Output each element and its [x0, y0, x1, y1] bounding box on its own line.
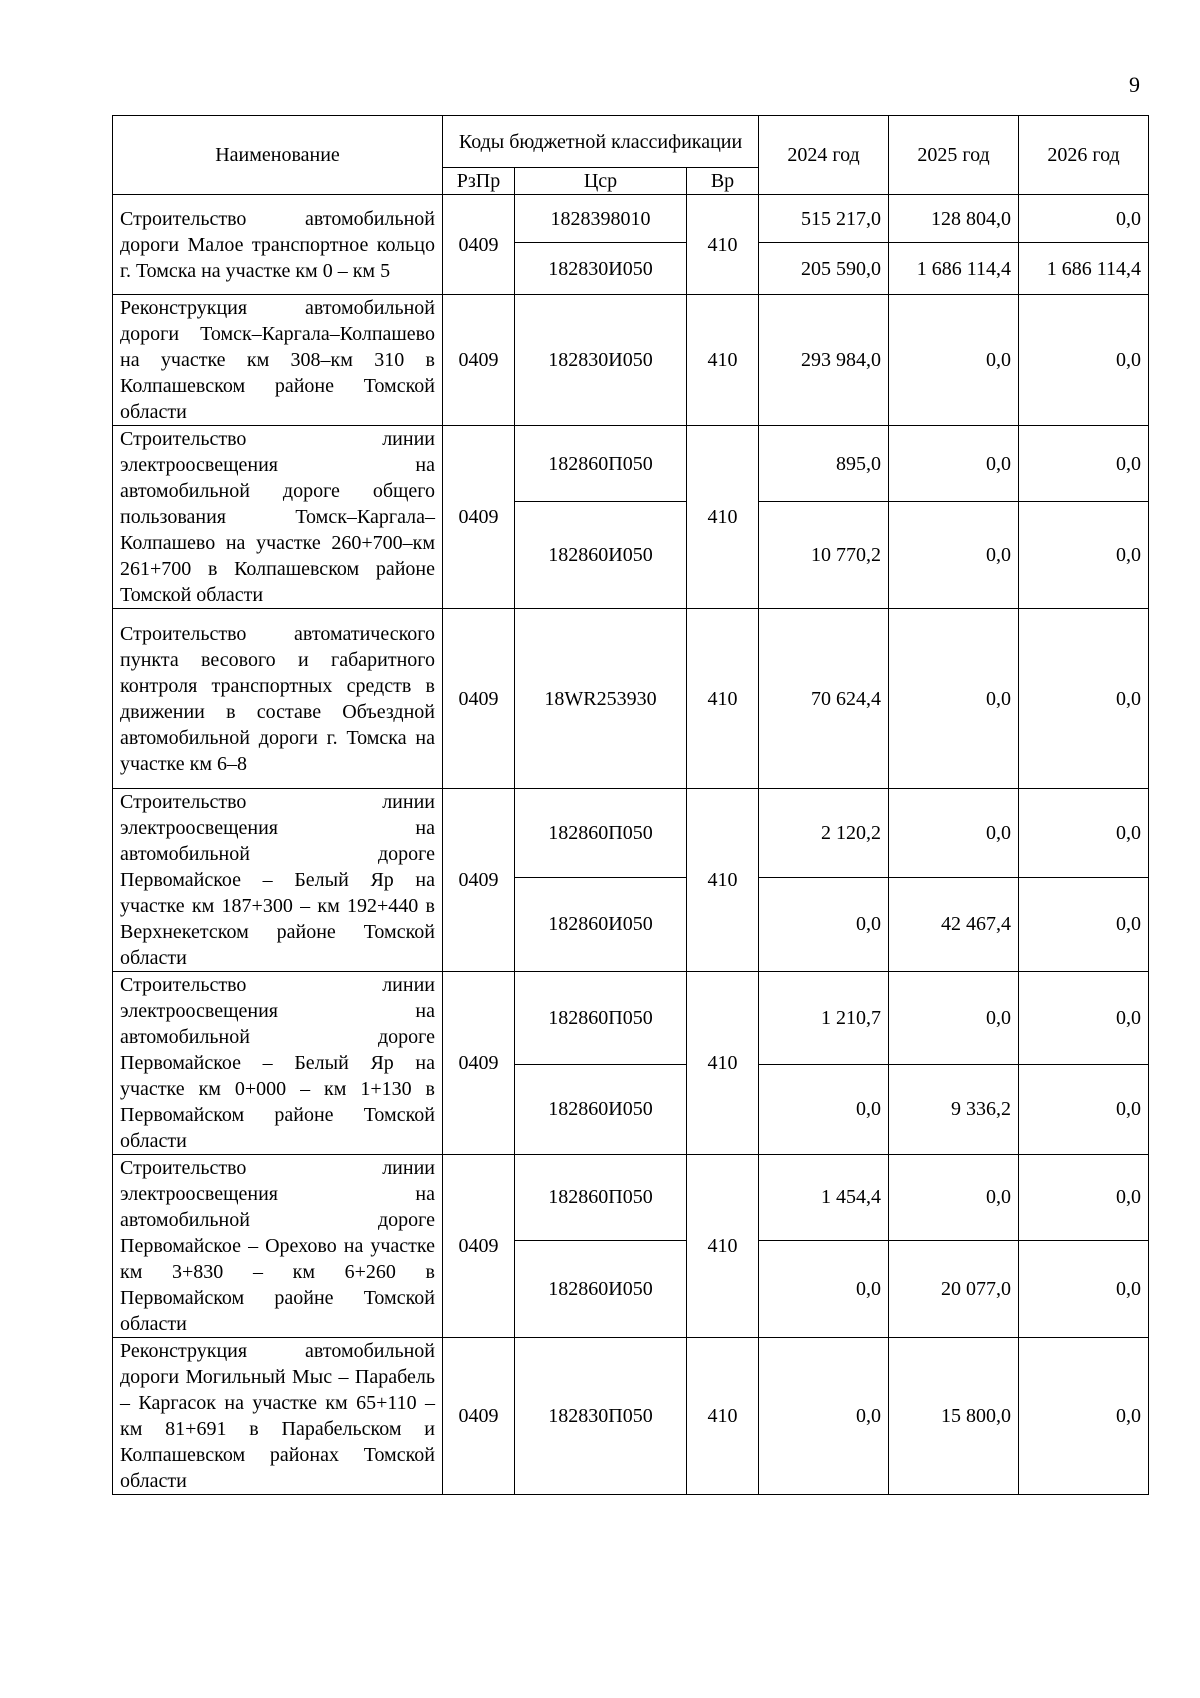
- cell-2024: 293 984,0: [759, 295, 889, 426]
- cell-2026: 0,0: [1019, 972, 1149, 1065]
- cell-vr: 410: [687, 295, 759, 426]
- cell-2024: 70 624,4: [759, 609, 889, 789]
- cell-2026: 0,0: [1019, 1338, 1149, 1495]
- cell-name: Строительство автоматического пункта весового и габаритного контроля транспортных средств в движении в составе Объездной автомобильной дороги г. Томска на участке км 6–8: [113, 609, 443, 789]
- table-row: [113, 789, 1149, 878]
- cell-csr: 182860П050: [515, 789, 687, 878]
- cell-rzpr: 0409: [443, 1155, 515, 1338]
- cell-2025: 0,0: [889, 295, 1019, 426]
- cell-csr: 182860И050: [515, 502, 687, 609]
- header-2024: 2024 год: [759, 116, 889, 195]
- cell-name: Строительство линии электроосвещения на автомобильной дороге Первомайское – Белый Яр на участке км 0+000 – км 1+130 в Первомайском районе Томской области: [113, 972, 443, 1155]
- cell-2025: 0,0: [889, 426, 1019, 502]
- cell-2025: 15 800,0: [889, 1338, 1019, 1495]
- table-row: [113, 972, 1149, 1065]
- cell-2026: 0,0: [1019, 195, 1149, 243]
- header-codes: Коды бюджетной классификации: [443, 116, 759, 168]
- cell-2024: 1 454,4: [759, 1155, 889, 1241]
- cell-2025: 42 467,4: [889, 877, 1019, 971]
- cell-csr: 182830П050: [515, 1338, 687, 1495]
- page-number: 9: [1129, 72, 1140, 97]
- cell-rzpr: 0409: [443, 1338, 515, 1495]
- cell-vr: 410: [687, 426, 759, 609]
- cell-2025: 0,0: [889, 502, 1019, 609]
- cell-csr: 182860И050: [515, 1240, 687, 1337]
- cell-name: Строительство автомобильной дороги Малое транспортное кольцо г. Томска на участке км 0 – км 5: [113, 195, 443, 295]
- cell-2024: 1 210,7: [759, 972, 889, 1065]
- cell-name: Реконструкция автомобильной дороги Могильный Мыс – Парабель – Каргасок на участке км 65+110 – км 81+691 в Парабельском и Колпашевском районах Томской области: [113, 1338, 443, 1495]
- cell-2024: 2 120,2: [759, 789, 889, 878]
- table-row: [113, 195, 1149, 243]
- cell-rzpr: 0409: [443, 295, 515, 426]
- table-row: [113, 609, 1149, 789]
- cell-csr: 182860П050: [515, 972, 687, 1065]
- cell-csr: 182860П050: [515, 1155, 687, 1241]
- cell-csr: 18WR253930: [515, 609, 687, 789]
- cell-2024: 0,0: [759, 1064, 889, 1155]
- cell-2025: 1 686 114,4: [889, 243, 1019, 295]
- cell-rzpr: 0409: [443, 789, 515, 972]
- cell-csr: 182860П050: [515, 426, 687, 502]
- cell-2026: 0,0: [1019, 1240, 1149, 1337]
- cell-vr: 410: [687, 1155, 759, 1338]
- table-row: [113, 295, 1149, 426]
- cell-vr: 410: [687, 789, 759, 972]
- header-csr: Цср: [515, 168, 687, 195]
- cell-vr: 410: [687, 972, 759, 1155]
- cell-csr: 182860И050: [515, 1064, 687, 1155]
- table-row: [113, 1155, 1149, 1241]
- cell-2026: 1 686 114,4: [1019, 243, 1149, 295]
- cell-2025: 9 336,2: [889, 1064, 1019, 1155]
- cell-vr: 410: [687, 195, 759, 295]
- cell-rzpr: 0409: [443, 609, 515, 789]
- cell-2024: 10 770,2: [759, 502, 889, 609]
- table-body: [113, 195, 1149, 1495]
- cell-2024: 895,0: [759, 426, 889, 502]
- header-rzpr: РзПр: [443, 168, 515, 195]
- header-2025: 2025 год: [889, 116, 1019, 195]
- cell-2026: 0,0: [1019, 789, 1149, 878]
- table-row: [113, 426, 1149, 502]
- cell-2026: 0,0: [1019, 1064, 1149, 1155]
- table-row: [113, 1338, 1149, 1495]
- cell-2026: 0,0: [1019, 877, 1149, 971]
- header-vr: Вр: [687, 168, 759, 195]
- cell-rzpr: 0409: [443, 426, 515, 609]
- cell-csr: 182830И050: [515, 243, 687, 295]
- cell-vr: 410: [687, 609, 759, 789]
- cell-vr: 410: [687, 1338, 759, 1495]
- cell-2026: 0,0: [1019, 295, 1149, 426]
- cell-csr: 182860И050: [515, 877, 687, 971]
- header-name: Наименование: [113, 116, 443, 195]
- cell-name: Строительство линии электроосвещения на автомобильной дороге общего пользования Томск–Каргала–Колпашево на участке 260+700–км 261+700 в Колпашевском районе Томской области: [113, 426, 443, 609]
- cell-csr: 182830И050: [515, 295, 687, 426]
- cell-2024: 0,0: [759, 1240, 889, 1337]
- cell-2025: 0,0: [889, 1155, 1019, 1241]
- cell-2026: 0,0: [1019, 1155, 1149, 1241]
- cell-rzpr: 0409: [443, 195, 515, 295]
- cell-2026: 0,0: [1019, 426, 1149, 502]
- cell-csr: 1828398010: [515, 195, 687, 243]
- cell-2025: 0,0: [889, 789, 1019, 878]
- cell-rzpr: 0409: [443, 972, 515, 1155]
- cell-2024: 0,0: [759, 877, 889, 971]
- cell-2025: 0,0: [889, 609, 1019, 789]
- table-header: [113, 116, 1149, 195]
- cell-2024: 0,0: [759, 1338, 889, 1495]
- cell-2026: 0,0: [1019, 502, 1149, 609]
- cell-2025: 0,0: [889, 972, 1019, 1065]
- header-2026: 2026 год: [1019, 116, 1149, 195]
- cell-name: Реконструкция автомобильной дороги Томск–Каргала–Колпашево на участке км 308–км 310 в Колпашевском районе Томской области: [113, 295, 443, 426]
- cell-2024: 515 217,0: [759, 195, 889, 243]
- cell-2026: 0,0: [1019, 609, 1149, 789]
- cell-2025: 20 077,0: [889, 1240, 1019, 1337]
- cell-name: Строительство линии электроосвещения на автомобильной дороге Первомайское – Белый Яр на участке км 187+300 – км 192+440 в Верхнекетском районе Томской области: [113, 789, 443, 972]
- cell-2025: 128 804,0: [889, 195, 1019, 243]
- budget-table: [112, 115, 1149, 1495]
- cell-2024: 205 590,0: [759, 243, 889, 295]
- cell-name: Строительство линии электроосвещения на автомобильной дороге Первомайское – Орехово на участке км 3+830 – км 6+260 в Первомайском раойне Томской области: [113, 1155, 443, 1338]
